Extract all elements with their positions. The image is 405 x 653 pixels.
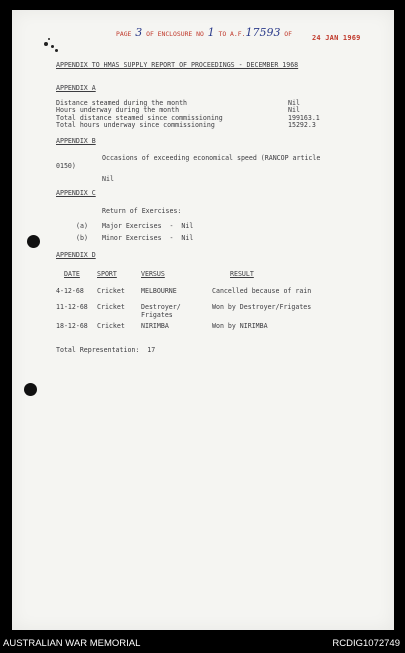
appendix-c-item: Major Exercises - Nil (102, 222, 194, 230)
appendix-a-row-value: Nil (288, 106, 300, 114)
archive-credit: AUSTRALIAN WAR MEMORIAL (3, 638, 141, 649)
appendix-b-text-cont: 0150) (56, 162, 76, 170)
appendix-c-heading: APPENDIX C (56, 189, 96, 197)
appendix-c-marker: (a) (76, 222, 88, 230)
column-header-result: RESULT (230, 270, 254, 278)
appendix-c-intro: Return of Exercises: (102, 207, 182, 215)
appendix-a-row-label: Hours underway during the month (56, 106, 180, 114)
archive-reference: RCDIG1072749 (332, 638, 400, 649)
table-cell-date: 4-12-68 (56, 287, 84, 295)
appendix-a-row-label: Distance steamed during the month (56, 99, 188, 107)
appendix-a-row-label: Total distance steamed since commissioning (56, 114, 223, 122)
table-cell-versus: NIRIMBA (141, 322, 169, 330)
appendix-b-heading: APPENDIX B (56, 137, 96, 145)
appendix-a-row-value: Nil (288, 99, 300, 107)
appendix-a-heading: APPENDIX A (56, 84, 96, 92)
page-enclosure-stamp: PAGE 3 OF ENCLOSURE NO 1 TO A.F.17593 OF (116, 26, 292, 39)
table-cell-versus: Destroyer/ Frigates (141, 303, 181, 319)
punch-hole (27, 235, 40, 248)
column-header-versus: VERSUS (141, 270, 165, 278)
appendix-a-row-label: Total hours underway since commissioning (56, 121, 215, 129)
appendix-d-heading: APPENDIX D (56, 251, 96, 259)
table-cell-result: Cancelled because of rain (212, 287, 312, 295)
appendix-b-text: Occasions of exceeding economical speed (RANCOP article (102, 154, 321, 162)
appendix-a-row-value: 199163.1 (288, 114, 320, 122)
column-header-sport: SPORT (97, 270, 117, 278)
appendix-c-marker: (b) (76, 234, 88, 242)
table-cell-date: 11-12-68 (56, 303, 88, 311)
table-cell-versus: MELBOURNE (141, 287, 177, 295)
document-page (12, 10, 394, 630)
date-received-stamp: 24 JAN 1969 (312, 34, 361, 42)
column-header-date: DATE (64, 270, 80, 278)
table-cell-sport: Cricket (97, 322, 125, 330)
table-cell-sport: Cricket (97, 287, 125, 295)
appendix-a-row-value: 15292.3 (288, 121, 316, 129)
punch-hole (24, 383, 37, 396)
total-representation: Total Representation: 17 (56, 346, 156, 354)
table-cell-result: Won by Destroyer/Frigates (212, 303, 312, 311)
table-cell-sport: Cricket (97, 303, 125, 311)
table-cell-result: Won by NIRIMBA (212, 322, 268, 330)
ink-specks (42, 38, 60, 54)
document-title: APPENDIX TO HMAS SUPPLY REPORT OF PROCEEDINGS - DECEMBER 1968 (56, 61, 299, 69)
table-cell-date: 18-12-68 (56, 322, 88, 330)
appendix-c-item: Minor Exercises - Nil (102, 234, 194, 242)
appendix-b-value: Nil (102, 175, 114, 183)
